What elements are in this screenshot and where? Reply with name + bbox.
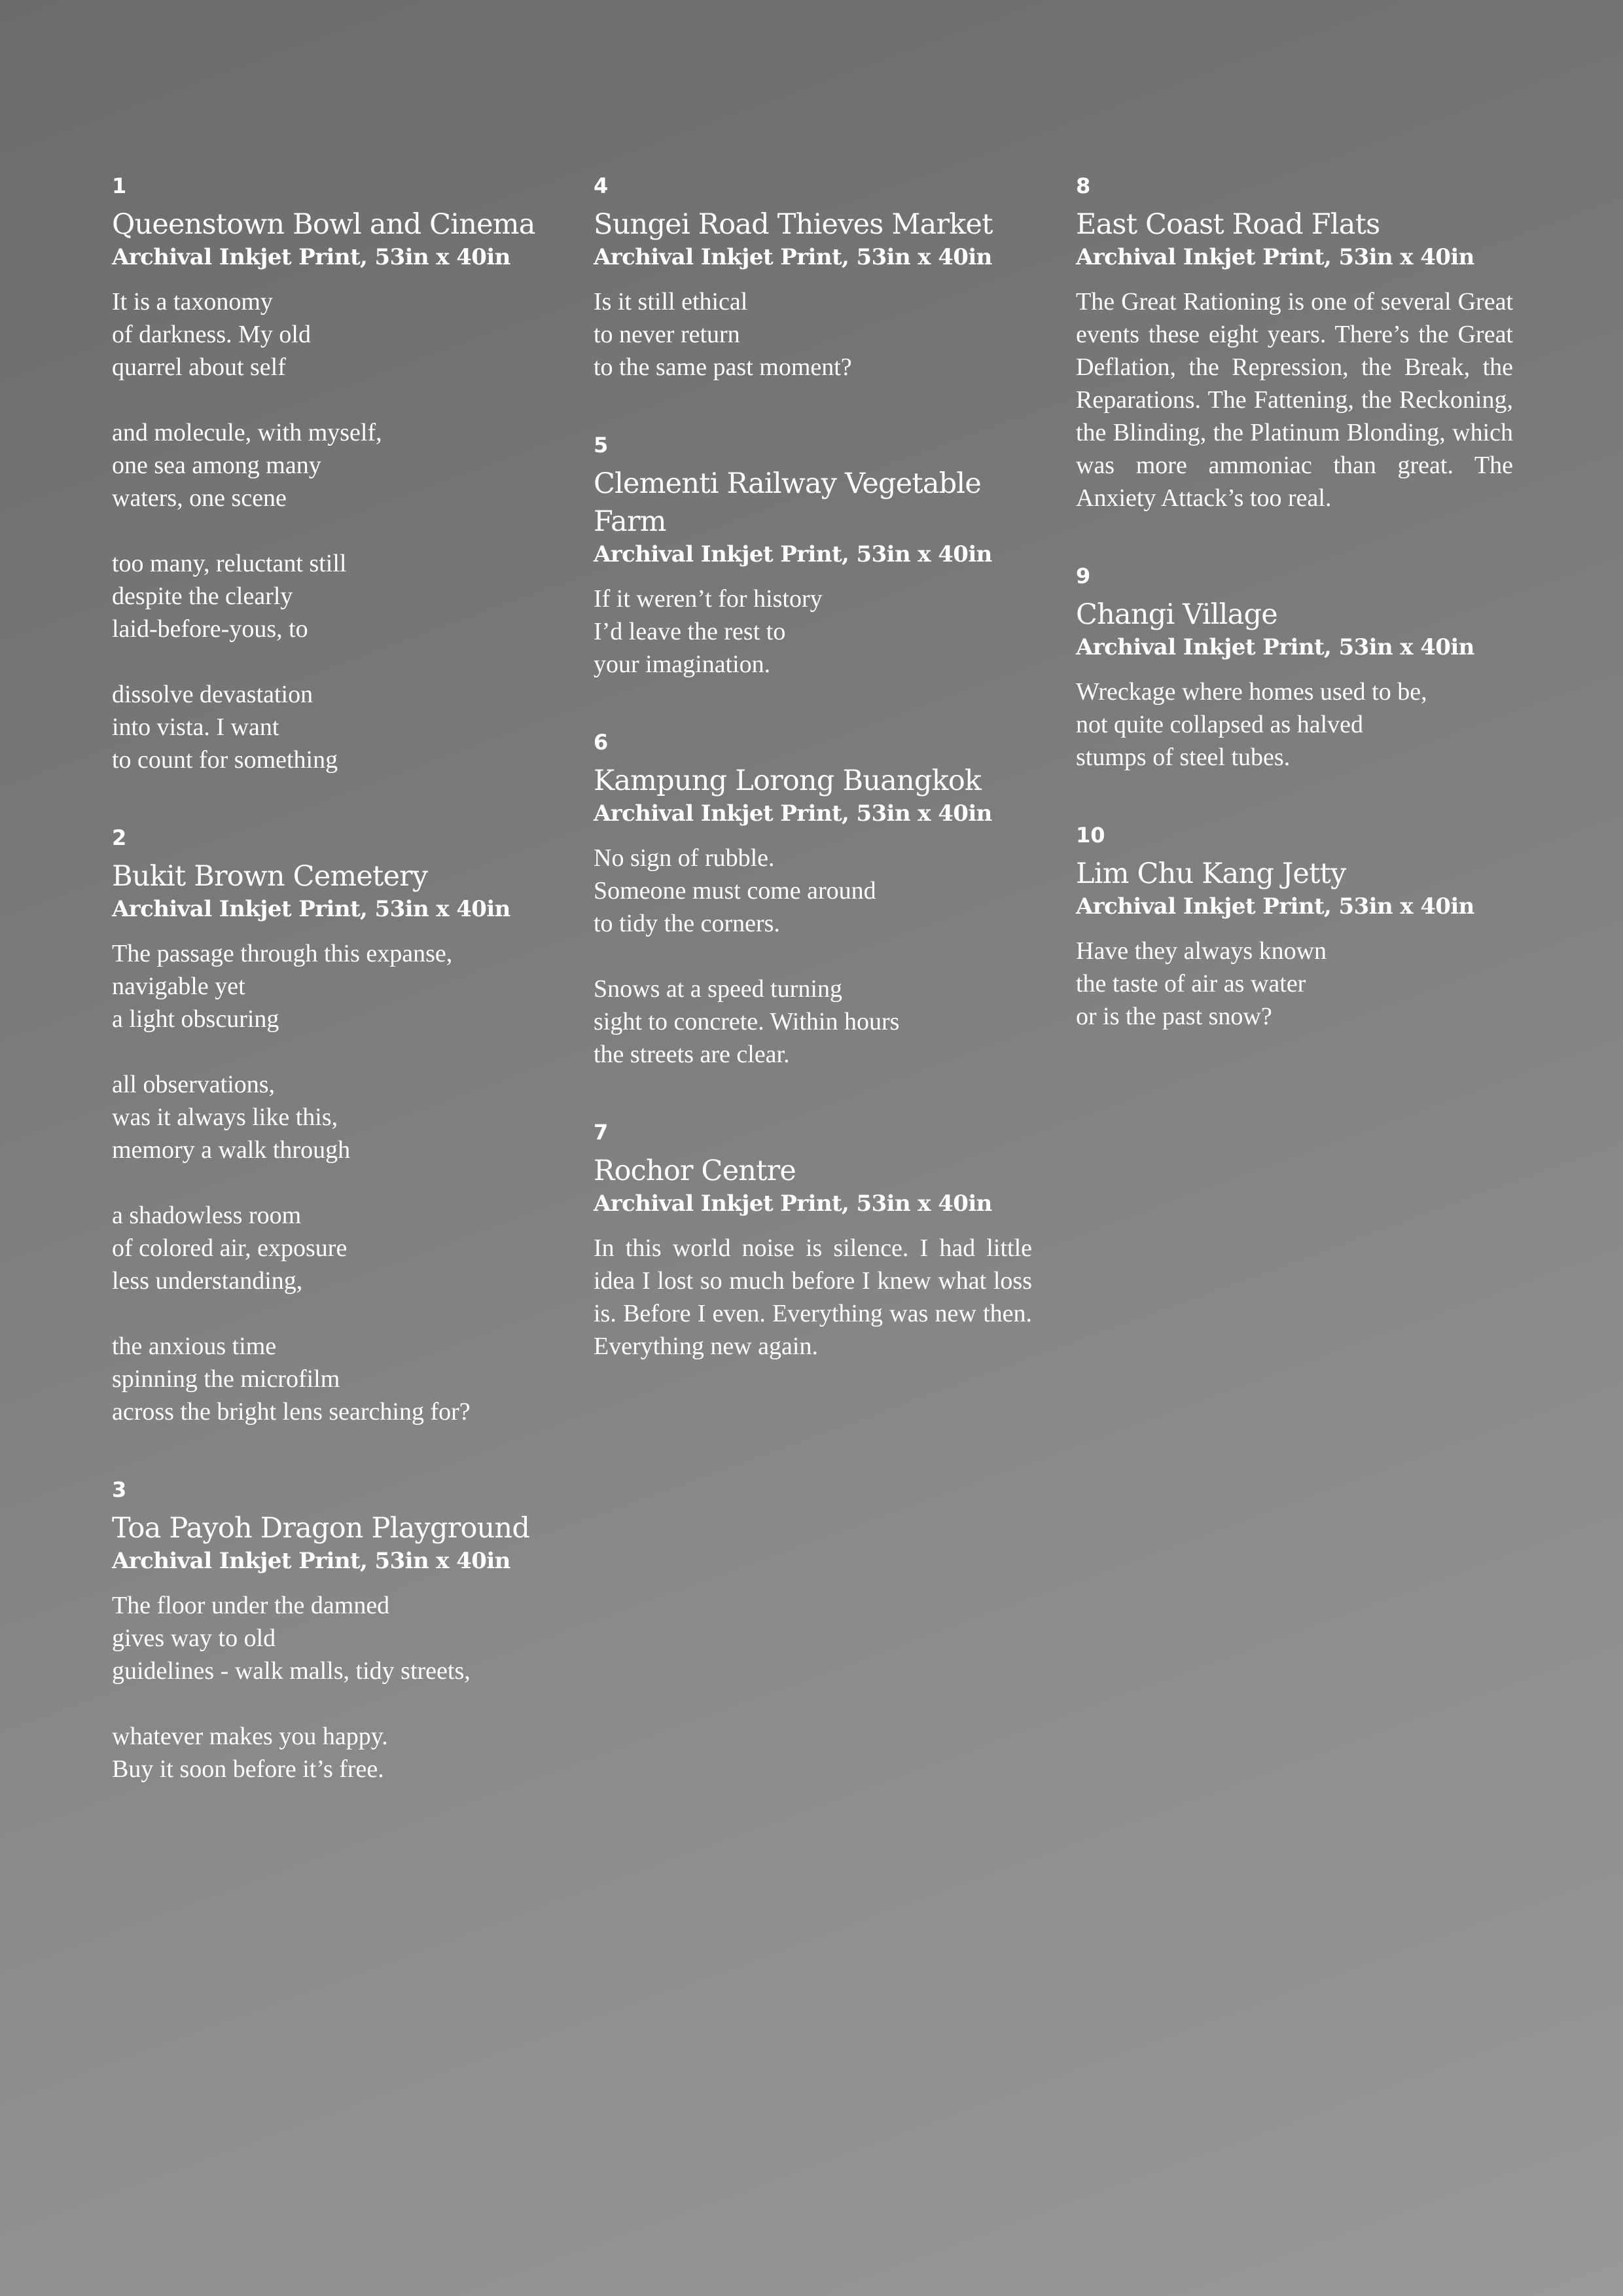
entry-title: Kampung Lorong Buangkok xyxy=(594,764,982,797)
poem-stanza: and molecule, with myself, one sea among many waters, one scene xyxy=(112,419,382,512)
entry-medium: Archival Inkjet Print, 53in x 40in xyxy=(1076,244,1474,270)
entry-poem xyxy=(112,937,557,1428)
entry-8 xyxy=(1076,171,1513,514)
entry-1 xyxy=(112,171,557,776)
poem-stanza: all observations, was it always like this, memory a walk through xyxy=(112,1071,351,1164)
poem-stanza: Is it still ethical to never return to the same past moment? xyxy=(594,288,852,381)
entry-9 xyxy=(1076,562,1513,774)
poem-stanza: The floor under the damned gives way to old guidelines - walk malls, tidy streets, xyxy=(112,1592,471,1685)
entry-medium: Archival Inkjet Print, 53in x 40in xyxy=(112,244,510,270)
column-2 xyxy=(594,171,1032,1363)
poem-stanza: In this world noise is silence. I had little idea I lost so much before I knew what loss is. Before I even. Everything was new then. Everything new again. xyxy=(594,1234,1032,1360)
entry-2 xyxy=(112,823,557,1428)
entry-title: Lim Chu Kang Jetty xyxy=(1076,857,1346,890)
column-1 xyxy=(112,171,557,1785)
entry-medium: Archival Inkjet Print, 53in x 40in xyxy=(1076,893,1474,920)
entry-medium: Archival Inkjet Print, 53in x 40in xyxy=(112,896,510,922)
poem-stanza: dissolve devastation into vista. I want to count for something xyxy=(112,681,338,774)
entry-title: Bukit Brown Cemetery xyxy=(112,860,428,893)
entry-medium: Archival Inkjet Print, 53in x 40in xyxy=(594,800,992,827)
entry-poem xyxy=(1076,935,1513,1033)
entry-5 xyxy=(594,431,1032,681)
entry-number: 9 xyxy=(1076,564,1091,588)
entry-number: 5 xyxy=(594,433,609,457)
entry-10 xyxy=(1076,821,1513,1033)
entry-poem xyxy=(1076,285,1513,514)
entry-number: 3 xyxy=(112,1477,127,1502)
entry-number: 8 xyxy=(1076,173,1091,198)
entry-poem xyxy=(594,583,1032,681)
entry-medium: Archival Inkjet Print, 53in x 40in xyxy=(594,541,992,567)
entry-medium: Archival Inkjet Print, 53in x 40in xyxy=(1076,634,1474,660)
entry-poem xyxy=(112,285,557,776)
entry-title: East Coast Road Flats xyxy=(1076,208,1380,241)
entry-number: 2 xyxy=(112,825,127,850)
poem-stanza: The Great Rationing is one of several Great events these eight years. There’s the Great Deflation, the Repression, the Break, the Reparations. The Fattening, the Reckoning, the Blinding, the Platinum Blonding, which was more ammoniac than great. The Anxiety Attack’s too real. xyxy=(1076,288,1513,512)
poem-stanza: the anxious time spinning the microfilm across the bright lens searching for? xyxy=(112,1333,471,1426)
entry-poem xyxy=(594,285,1032,384)
entry-title: Toa Payoh Dragon Playground xyxy=(112,1512,530,1545)
entry-3 xyxy=(112,1475,557,1785)
poem-stanza: Wreckage where homes used to be, not quite collapsed as halved stumps of steel tubes. xyxy=(1076,678,1427,771)
entry-number: 4 xyxy=(594,173,609,198)
entry-7 xyxy=(594,1118,1032,1363)
entry-title: Clementi Railway Vegetable Farm xyxy=(594,467,981,538)
column-3 xyxy=(1076,171,1513,1033)
entry-title: Queenstown Bowl and Cinema xyxy=(112,208,535,241)
entry-medium: Archival Inkjet Print, 53in x 40in xyxy=(594,244,992,270)
entry-poem xyxy=(1076,675,1513,774)
entry-6 xyxy=(594,728,1032,1071)
poem-stanza: whatever makes you happy. Buy it soon before it’s free. xyxy=(112,1723,388,1783)
poem-stanza: The passage through this expanse, navigable yet a light obscuring xyxy=(112,940,453,1033)
poem-stanza: It is a taxonomy of darkness. My old quarrel about self xyxy=(112,288,311,381)
entry-title: Sungei Road Thieves Market xyxy=(594,208,993,241)
entry-number: 6 xyxy=(594,730,609,755)
entry-number: 1 xyxy=(112,173,127,198)
entry-title: Rochor Centre xyxy=(594,1155,796,1187)
entry-number: 7 xyxy=(594,1120,609,1145)
poem-stanza: too many, reluctant still despite the clearly laid-before-yous, to xyxy=(112,550,347,643)
entry-poem xyxy=(594,1232,1032,1363)
entry-4 xyxy=(594,171,1032,384)
poem-stanza: a shadowless room of colored air, exposure less understanding, xyxy=(112,1202,348,1295)
entry-number: 10 xyxy=(1076,823,1105,848)
poem-stanza: No sign of rubble. Someone must come around to tidy the corners. xyxy=(594,844,876,937)
poem-stanza: Have they always known the taste of air as water or is the past snow? xyxy=(1076,937,1327,1030)
entry-poem xyxy=(594,842,1032,1071)
poem-stanza: If it weren’t for history I’d leave the rest to your imagination. xyxy=(594,585,823,678)
entry-medium: Archival Inkjet Print, 53in x 40in xyxy=(112,1548,510,1574)
entry-title: Changi Village xyxy=(1076,598,1277,631)
poem-stanza: Snows at a speed turning sight to concrete. Within hours the streets are clear. xyxy=(594,975,900,1068)
entry-poem xyxy=(112,1589,557,1785)
entry-medium: Archival Inkjet Print, 53in x 40in xyxy=(594,1191,992,1217)
